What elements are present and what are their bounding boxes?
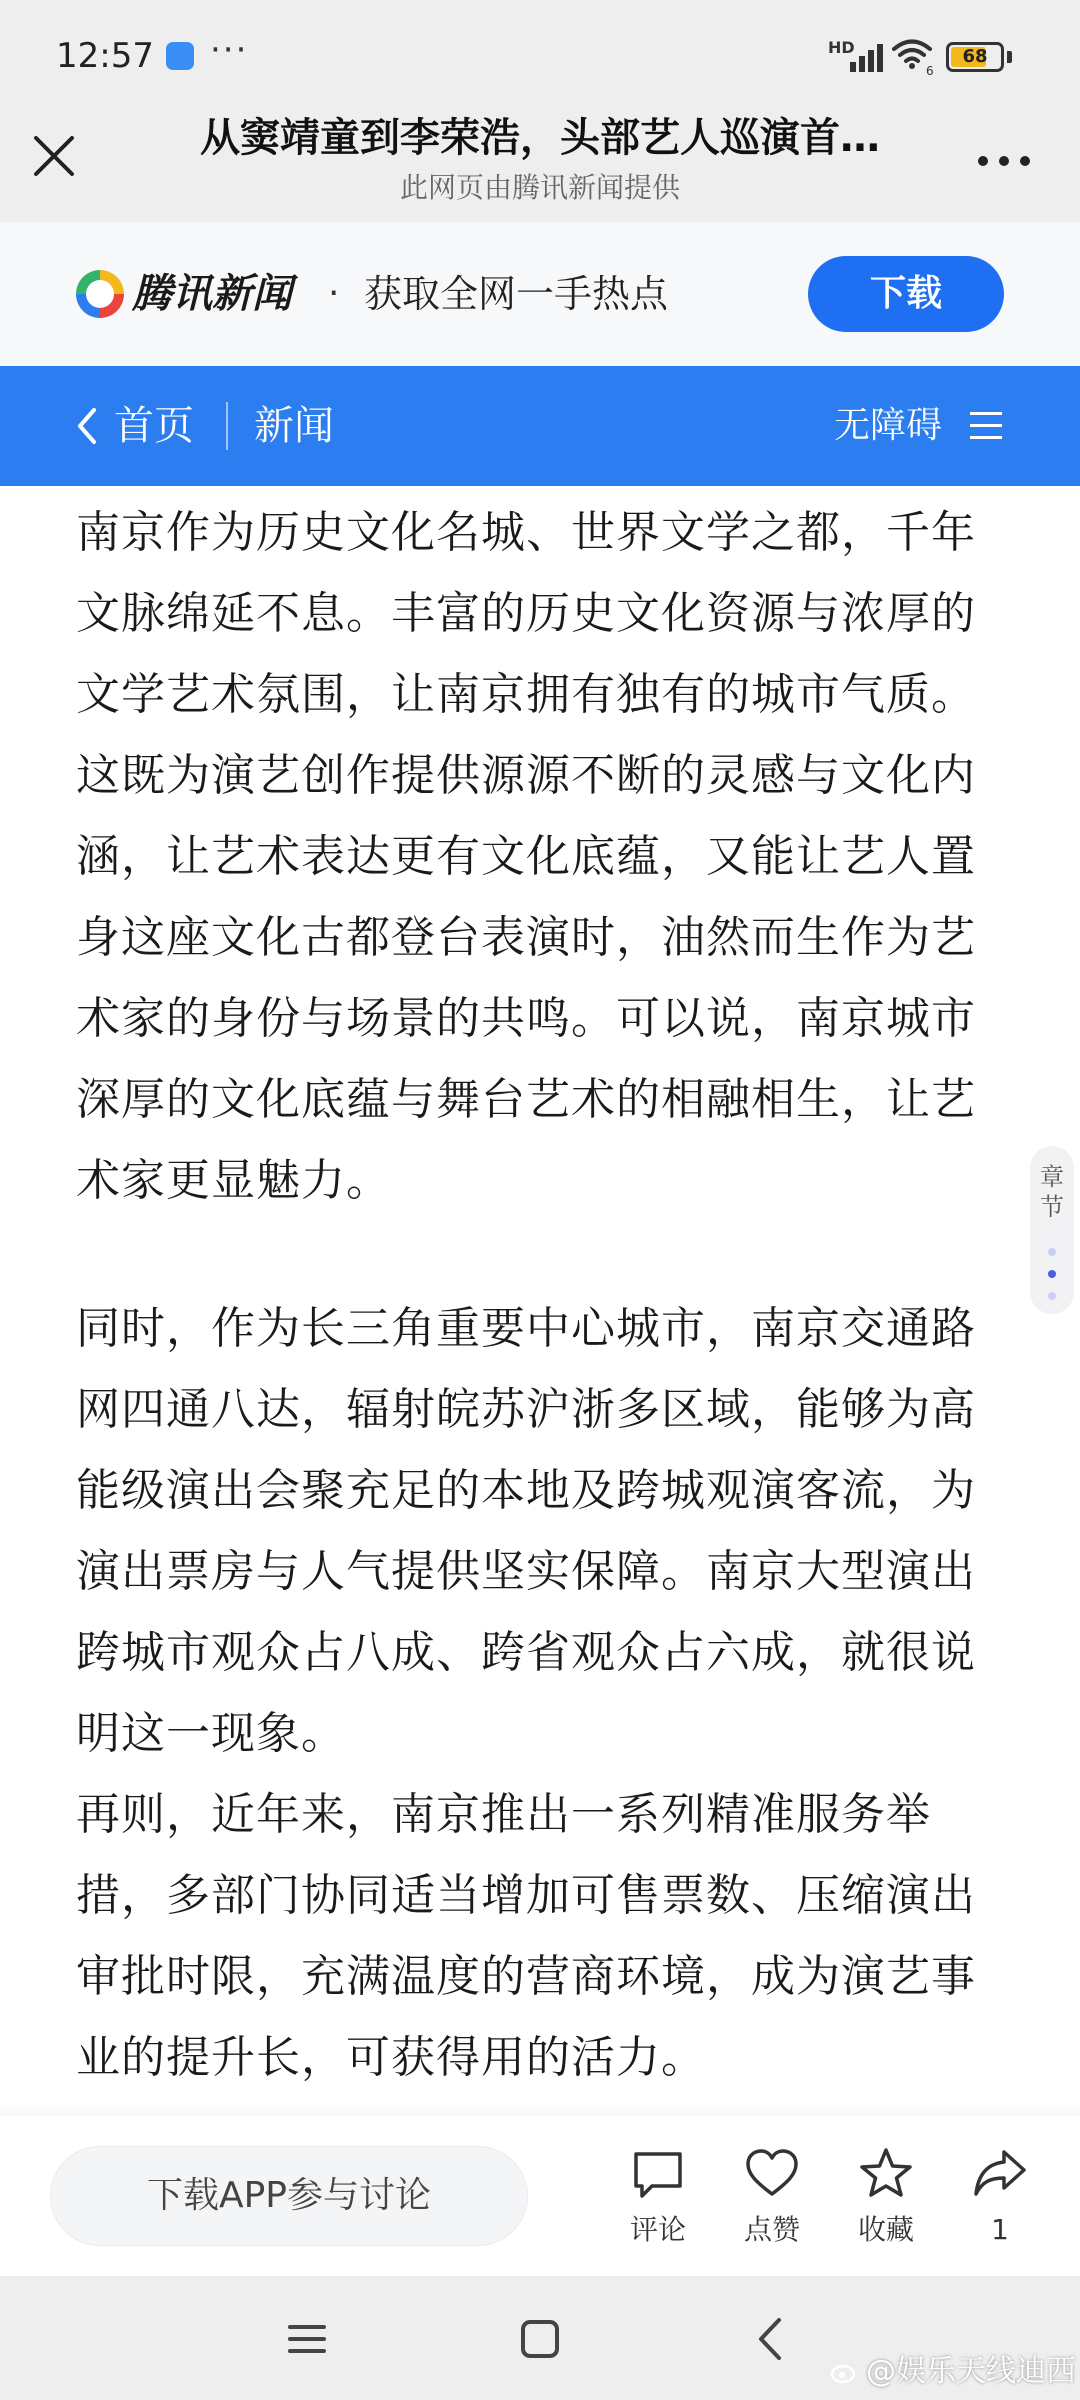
watermark-text [866, 2352, 1076, 2392]
close-icon[interactable] [22, 124, 86, 188]
recent-apps-icon[interactable] [280, 2312, 334, 2366]
article-paragraph: 南京作为历史文化名城、世界文学之都，千年文脉绵延不息。丰富的历史文化资源与浓厚的文学艺术氛围，让南京拥有独有的城市气质。这既为演艺创作提供源源不断的灵感与文化内涵，让艺术表达更有文化底蕴，又能让艺人置身这座文化古都登台表演时，油然而生作为艺术家的身份与场景的共鸣。可以说，南京城市深厚的文化底蕴与舞台艺术的相融相生，让艺术家更显魅力。 [76, 507, 976, 1206]
battery-tip [1007, 51, 1012, 63]
heart-icon [744, 2146, 800, 2202]
bottom-action-bar [0, 2116, 1080, 2276]
share-icon [972, 2146, 1028, 2202]
chapter-dot[interactable] [1048, 1248, 1056, 1256]
chapter-navigator[interactable] [1030, 1146, 1074, 1314]
brand-name: 腾讯新闻 [132, 271, 292, 317]
accessibility-link[interactable]: 无障碍 [834, 405, 943, 446]
battery-icon [946, 42, 1004, 72]
nav-section-news[interactable]: 新闻 [254, 403, 334, 449]
comment-icon [630, 2146, 686, 2202]
share-count: 1 [991, 2213, 1009, 2246]
chapter-label-text: 章节 [1040, 1163, 1064, 1221]
chapter-dot-active[interactable] [1048, 1270, 1056, 1278]
download-button[interactable]: 下载 [808, 256, 1004, 332]
article-paragraph: 再则，近年来，南京推出一系列精准服务举措，多部门协同适当增加可售票数、压缩演出审批时限，充满温度的营商环境，成为演艺事业的提升长，可获得用的活力。 [76, 1789, 976, 2083]
menu-icon[interactable] [970, 410, 1002, 442]
article-paragraph: 同时，作为长三角重要中心城市，南京交通路网四通八达，辐射皖苏沪浙多区域，能够为高能级演出会聚充足的本地及跨城观演客流，为演出票房与人气提供坚实保障。南京大型演出跨城市观众占八成、跨省观众占六成，就很说明这一现象。 [76, 1303, 976, 1759]
status-bar [0, 0, 1080, 110]
comment-button[interactable] [608, 2146, 708, 2256]
network-type-label: HD [828, 38, 855, 57]
back-chevron-icon[interactable] [72, 402, 102, 450]
separator-dot: · [328, 273, 340, 314]
page-source: 此网页由腾讯新闻提供 [399, 171, 680, 204]
home-icon[interactable] [513, 2312, 567, 2366]
banner-slogan: 获取全网一手热点 [364, 272, 669, 316]
wifi-standard-label: 6 [926, 64, 934, 78]
signal-icon [846, 42, 886, 72]
watermark-label: @娱乐天线迪西 [866, 2354, 1076, 2389]
page-title: 从窦靖童到李荣浩，头部艺人巡演首… [200, 115, 880, 161]
nav-divider [226, 402, 228, 450]
status-more-icon: ··· [210, 30, 249, 70]
chapter-dot[interactable] [1048, 1292, 1056, 1300]
chapter-label [1030, 1162, 1074, 1222]
more-options-icon[interactable] [972, 136, 1036, 186]
site-nav-bar [0, 366, 1080, 486]
favorite-label: 收藏 [857, 2213, 914, 2246]
article-body [76, 492, 1004, 2116]
browser-title-bar [0, 110, 1080, 222]
battery-percent: 68 [962, 46, 988, 67]
share-button[interactable] [950, 2146, 1050, 2256]
star-icon [858, 2146, 914, 2202]
weibo-watermark-icon [830, 2360, 860, 2384]
app-notification-icon [166, 42, 194, 70]
like-label: 点赞 [743, 2213, 800, 2246]
app-download-banner [0, 222, 1080, 366]
nav-home-link[interactable]: 首页 [114, 403, 194, 449]
comment-label: 评论 [629, 2213, 686, 2246]
discussion-input[interactable]: 下载APP参与讨论 [50, 2146, 528, 2246]
favorite-button[interactable] [836, 2146, 936, 2256]
like-button[interactable] [722, 2146, 822, 2256]
status-time: 12:57 [56, 36, 154, 76]
tencent-news-logo-icon [76, 270, 124, 318]
back-icon[interactable] [745, 2312, 799, 2366]
